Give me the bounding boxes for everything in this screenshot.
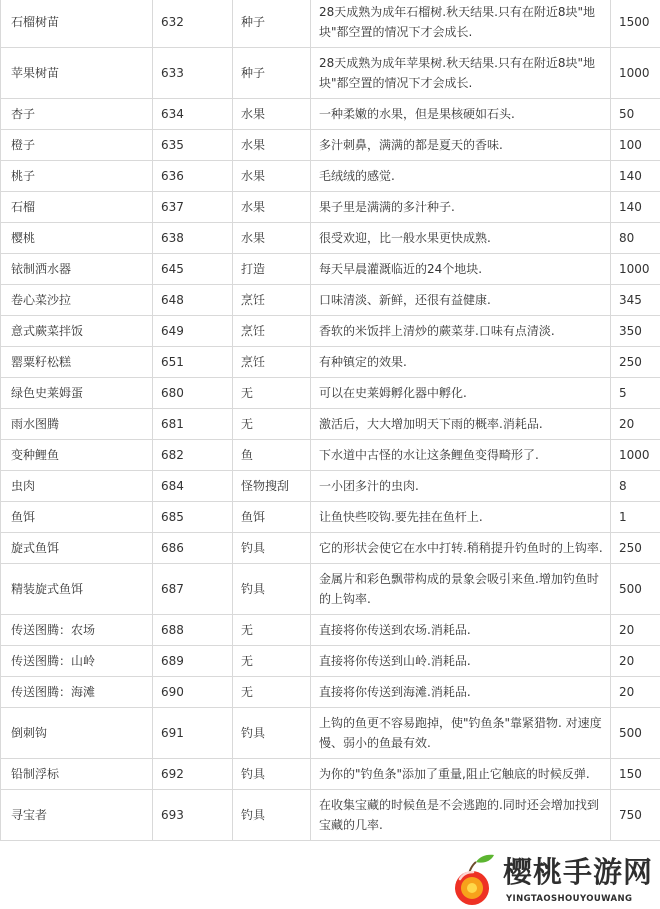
table-row (1, 161, 660, 192)
item-description-cell: 激活后，大大增加明天下雨的概率.消耗品. (311, 409, 611, 440)
item-description-cell: 多汁刺鼻，满满的都是夏天的香味. (311, 130, 611, 161)
item-price-cell: 20 (611, 615, 660, 646)
item-name-cell: 精装旋式鱼饵 (1, 564, 153, 615)
item-id-cell: 680 (153, 378, 233, 409)
item-type-cell: 无 (233, 677, 311, 708)
item-description-cell: 一小团多汁的虫肉. (311, 471, 611, 502)
item-description-cell: 口味清淡、新鲜，还很有益健康. (311, 285, 611, 316)
item-type-cell: 烹饪 (233, 347, 311, 378)
item-id-cell: 632 (153, 0, 233, 48)
table-row (1, 759, 660, 790)
table-row (1, 223, 660, 254)
item-id-cell: 688 (153, 615, 233, 646)
item-price-cell: 500 (611, 708, 660, 759)
item-name-cell: 变种鲤鱼 (1, 440, 153, 471)
item-name-cell: 意式蕨菜拌饭 (1, 316, 153, 347)
item-id-cell: 651 (153, 347, 233, 378)
item-description-cell: 有种镇定的效果. (311, 347, 611, 378)
item-type-cell: 烹饪 (233, 316, 311, 347)
item-name-cell: 传送图腾：海滩 (1, 677, 153, 708)
item-id-cell: 649 (153, 316, 233, 347)
item-id-cell: 634 (153, 99, 233, 130)
item-type-cell: 鱼 (233, 440, 311, 471)
item-description-cell: 可以在史莱姆孵化器中孵化. (311, 378, 611, 409)
table-row (1, 790, 660, 841)
item-id-cell: 686 (153, 533, 233, 564)
watermark-subtitle: YINGTAOSHOUYOUWANG (506, 894, 633, 904)
item-description-cell: 一种柔嫩的水果，但是果核硬如石头. (311, 99, 611, 130)
table-row (1, 564, 660, 615)
item-type-cell: 无 (233, 378, 311, 409)
item-id-cell: 690 (153, 677, 233, 708)
item-id-cell: 693 (153, 790, 233, 841)
table-row (1, 502, 660, 533)
item-description-cell: 果子里是满满的多汁种子. (311, 192, 611, 223)
item-type-cell: 无 (233, 409, 311, 440)
item-id-cell: 682 (153, 440, 233, 471)
item-type-cell: 钓具 (233, 533, 311, 564)
item-type-cell: 钓具 (233, 790, 311, 841)
table-row (1, 378, 660, 409)
table-row (1, 254, 660, 285)
item-type-cell: 无 (233, 646, 311, 677)
item-description-cell: 金属片和彩色飘带构成的景象会吸引来鱼.增加钓鱼时的上钩率. (311, 564, 611, 615)
table-row (1, 646, 660, 677)
item-name-cell: 铅制浮标 (1, 759, 153, 790)
item-price-cell: 750 (611, 790, 660, 841)
item-price-cell: 5 (611, 378, 660, 409)
item-id-cell: 636 (153, 161, 233, 192)
item-id-cell: 681 (153, 409, 233, 440)
item-price-cell: 1000 (611, 254, 660, 285)
item-id-cell: 648 (153, 285, 233, 316)
item-type-cell: 种子 (233, 48, 311, 99)
item-name-cell: 苹果树苗 (1, 48, 153, 99)
item-description-cell: 毛绒绒的感觉. (311, 161, 611, 192)
item-price-cell: 150 (611, 759, 660, 790)
item-id-cell: 684 (153, 471, 233, 502)
item-price-cell: 20 (611, 677, 660, 708)
watermark (449, 852, 660, 909)
table-row (1, 192, 660, 223)
item-id-cell: 645 (153, 254, 233, 285)
item-id-cell: 685 (153, 502, 233, 533)
item-name-cell: 寻宝者 (1, 790, 153, 841)
item-description-cell: 直接将你传送到农场.消耗品. (311, 615, 611, 646)
item-type-cell: 水果 (233, 99, 311, 130)
item-name-cell: 卷心菜沙拉 (1, 285, 153, 316)
item-id-cell: 638 (153, 223, 233, 254)
item-price-cell: 20 (611, 646, 660, 677)
item-description-cell: 28天成熟为成年石榴树.秋天结果.只有在附近8块"地块"都空置的情况下才会成长. (311, 0, 611, 48)
item-type-cell: 水果 (233, 130, 311, 161)
item-id-cell: 635 (153, 130, 233, 161)
item-name-cell: 旋式鱼饵 (1, 533, 153, 564)
item-name-cell: 传送图腾：农场 (1, 615, 153, 646)
watermark-title: 樱桃手游网 (503, 855, 654, 889)
item-id-cell: 637 (153, 192, 233, 223)
item-price-cell: 250 (611, 347, 660, 378)
item-price-cell: 500 (611, 564, 660, 615)
item-name-cell: 桃子 (1, 161, 153, 192)
item-type-cell: 水果 (233, 192, 311, 223)
item-name-cell: 罂粟籽松糕 (1, 347, 153, 378)
table-row (1, 99, 660, 130)
item-description-cell: 下水道中古怪的水让这条鲤鱼变得畸形了. (311, 440, 611, 471)
item-price-cell: 350 (611, 316, 660, 347)
item-price-cell: 140 (611, 192, 660, 223)
item-name-cell: 橙子 (1, 130, 153, 161)
item-id-cell: 692 (153, 759, 233, 790)
item-description-cell: 香软的米饭拌上清炒的蕨菜芽.口味有点清淡. (311, 316, 611, 347)
item-name-cell: 铱制洒水器 (1, 254, 153, 285)
item-price-cell: 345 (611, 285, 660, 316)
item-type-cell: 无 (233, 615, 311, 646)
item-type-cell: 钓具 (233, 564, 311, 615)
item-description-cell: 为你的"钓鱼条"添加了重量,阻止它触底的时候反弹. (311, 759, 611, 790)
item-type-cell: 鱼饵 (233, 502, 311, 533)
table-row (1, 48, 660, 99)
item-price-cell: 1000 (611, 48, 660, 99)
table-row (1, 285, 660, 316)
item-description-cell: 直接将你传送到海滩.消耗品. (311, 677, 611, 708)
item-price-cell: 80 (611, 223, 660, 254)
item-id-cell: 633 (153, 48, 233, 99)
item-price-cell: 100 (611, 130, 660, 161)
item-name-cell: 雨水图腾 (1, 409, 153, 440)
item-description-cell: 28天成熟为成年苹果树.秋天结果.只有在附近8块"地块"都空置的情况下才会成长. (311, 48, 611, 99)
table-row (1, 471, 660, 502)
item-price-cell: 20 (611, 409, 660, 440)
table-row (1, 130, 660, 161)
item-type-cell: 打造 (233, 254, 311, 285)
item-name-cell: 绿色史莱姆蛋 (1, 378, 153, 409)
table-row (1, 0, 660, 48)
item-price-cell: 1 (611, 502, 660, 533)
item-name-cell: 鱼饵 (1, 502, 153, 533)
item-name-cell: 樱桃 (1, 223, 153, 254)
item-description-cell: 每天早晨灌溉临近的24个地块. (311, 254, 611, 285)
cherry-logo-icon (449, 852, 501, 908)
item-name-cell: 杏子 (1, 99, 153, 130)
table-row (1, 708, 660, 759)
item-type-cell: 水果 (233, 223, 311, 254)
item-type-cell: 水果 (233, 161, 311, 192)
table-row (1, 409, 660, 440)
item-type-cell: 怪物搜刮 (233, 471, 311, 502)
item-name-cell: 传送图腾：山岭 (1, 646, 153, 677)
item-description-cell: 上钩的鱼更不容易跑掉，使"钓鱼条"靠紧猎物. 对速度慢、弱小的鱼最有效. (311, 708, 611, 759)
item-name-cell: 石榴 (1, 192, 153, 223)
item-type-cell: 钓具 (233, 708, 311, 759)
item-price-cell: 1000 (611, 440, 660, 471)
item-type-cell: 种子 (233, 0, 311, 48)
item-description-cell: 让鱼快些咬钩.要先挂在鱼杆上. (311, 502, 611, 533)
item-price-cell: 250 (611, 533, 660, 564)
item-name-cell: 石榴树苗 (1, 0, 153, 48)
item-id-cell: 689 (153, 646, 233, 677)
item-description-cell: 很受欢迎，比一般水果更快成熟. (311, 223, 611, 254)
item-type-cell: 钓具 (233, 759, 311, 790)
item-type-cell: 烹饪 (233, 285, 311, 316)
table-row (1, 440, 660, 471)
item-id-cell: 687 (153, 564, 233, 615)
item-description-cell: 它的形状会使它在水中打转.稍稍提升钓鱼时的上钩率. (311, 533, 611, 564)
item-name-cell: 倒刺钩 (1, 708, 153, 759)
table-row (1, 615, 660, 646)
item-price-cell: 1500 (611, 0, 660, 48)
table-row (1, 533, 660, 564)
table-row (1, 316, 660, 347)
item-price-cell: 140 (611, 161, 660, 192)
item-description-cell: 在收集宝藏的时候鱼是不会逃跑的.同时还会增加找到宝藏的几率. (311, 790, 611, 841)
table-row (1, 347, 660, 378)
item-name-cell: 虫肉 (1, 471, 153, 502)
item-description-cell: 直接将你传送到山岭.消耗品. (311, 646, 611, 677)
item-price-cell: 50 (611, 99, 660, 130)
item-id-cell: 691 (153, 708, 233, 759)
table-row (1, 677, 660, 708)
item-price-cell: 8 (611, 471, 660, 502)
